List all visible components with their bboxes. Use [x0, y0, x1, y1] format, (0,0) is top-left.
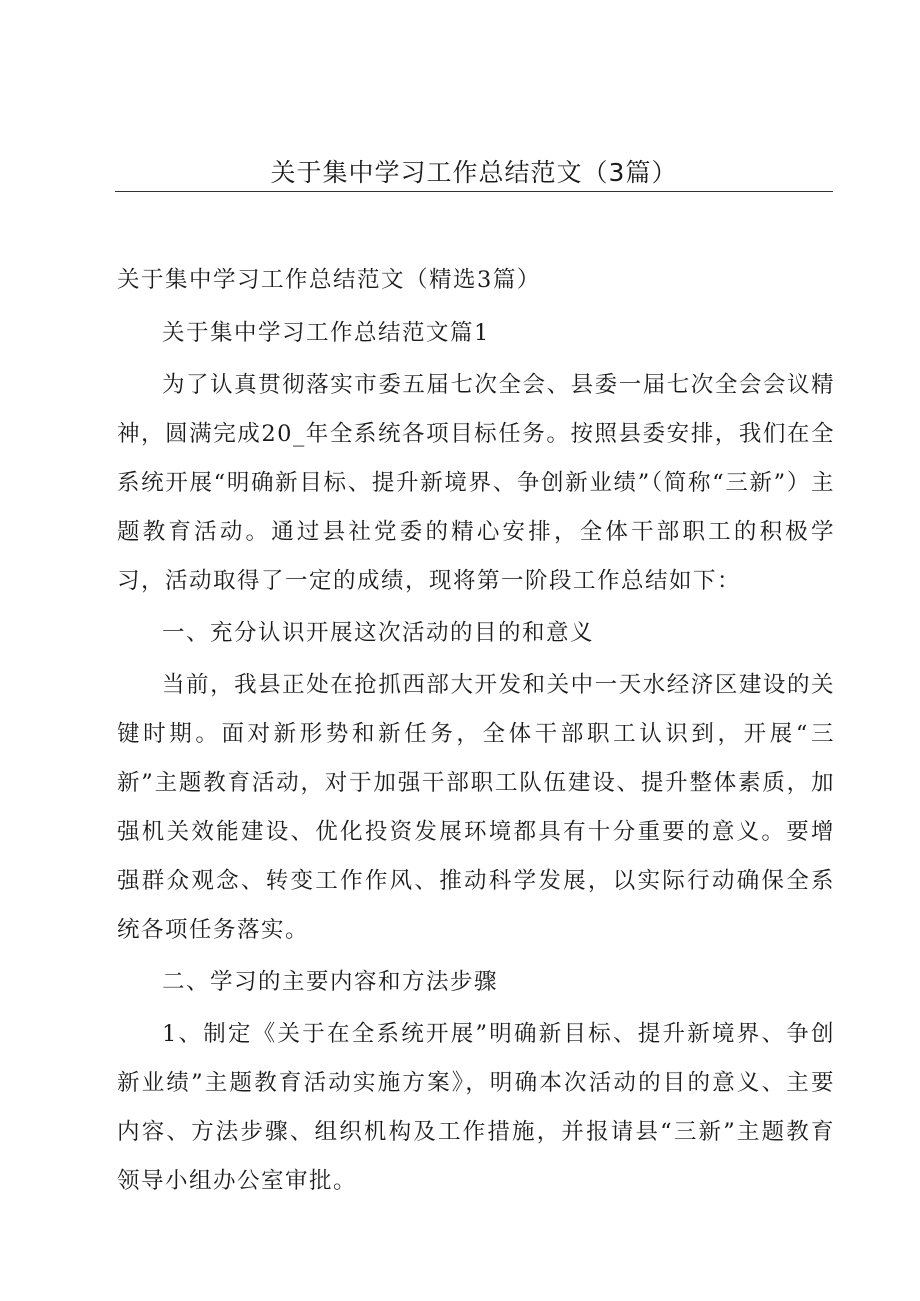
body-paragraph-step-1: 1、制定《关于在全系统开展”明确新目标、提升新境界、争创新业绩”主题教育活动实施方案》，明确本次活动的目的意义、主要内容、方法步骤、组织机构及工作措施，并报请县“三新”主题教育领导小组办公室审批。	[117, 1021, 835, 1194]
section-heading-1: 一、充分认识开展这次活动的目的和意义	[162, 620, 595, 646]
document-title: 关于集中学习工作总结范文（3篇）	[270, 158, 678, 187]
section-heading-article-1: 关于集中学习工作总结范文篇1	[162, 320, 490, 346]
body-paragraph-intro: 为了认真贯彻落实市委五届七次全会、县委一届七次全会会议精神，圆满完成20_年全系统各项目标任务。按照县委安排，我们在全系统开展“明确新目标、提升新境界、争创新业绩”（简称“三新”）主题教育活动。通过县社党委的精心安排，全体干部职工的积极学习，活动取得了一定的成绩，现将第一阶段工作总结如下：	[117, 372, 835, 594]
body-paragraph-significance: 当前，我县正处在抢抓西部大开发和关中一天水经济区建设的关键时期。面对新形势和新任务，全体干部职工认识到，开展“三新”主题教育活动，对于加强干部职工队伍建设、提升整体素质，加强机关效能建设、优化投资发展环境都具有十分重要的意义。要增强群众观念、转变工作作风、推动科学发展，以实际行动确保全系统各项任务落实。	[117, 672, 835, 943]
section-heading-2: 二、学习的主要内容和方法步骤	[162, 969, 499, 995]
document-body	[117, 256, 835, 1206]
title-underline	[115, 191, 833, 192]
subtitle-paragraph: 关于集中学习工作总结范文（精选3篇）	[117, 267, 541, 293]
